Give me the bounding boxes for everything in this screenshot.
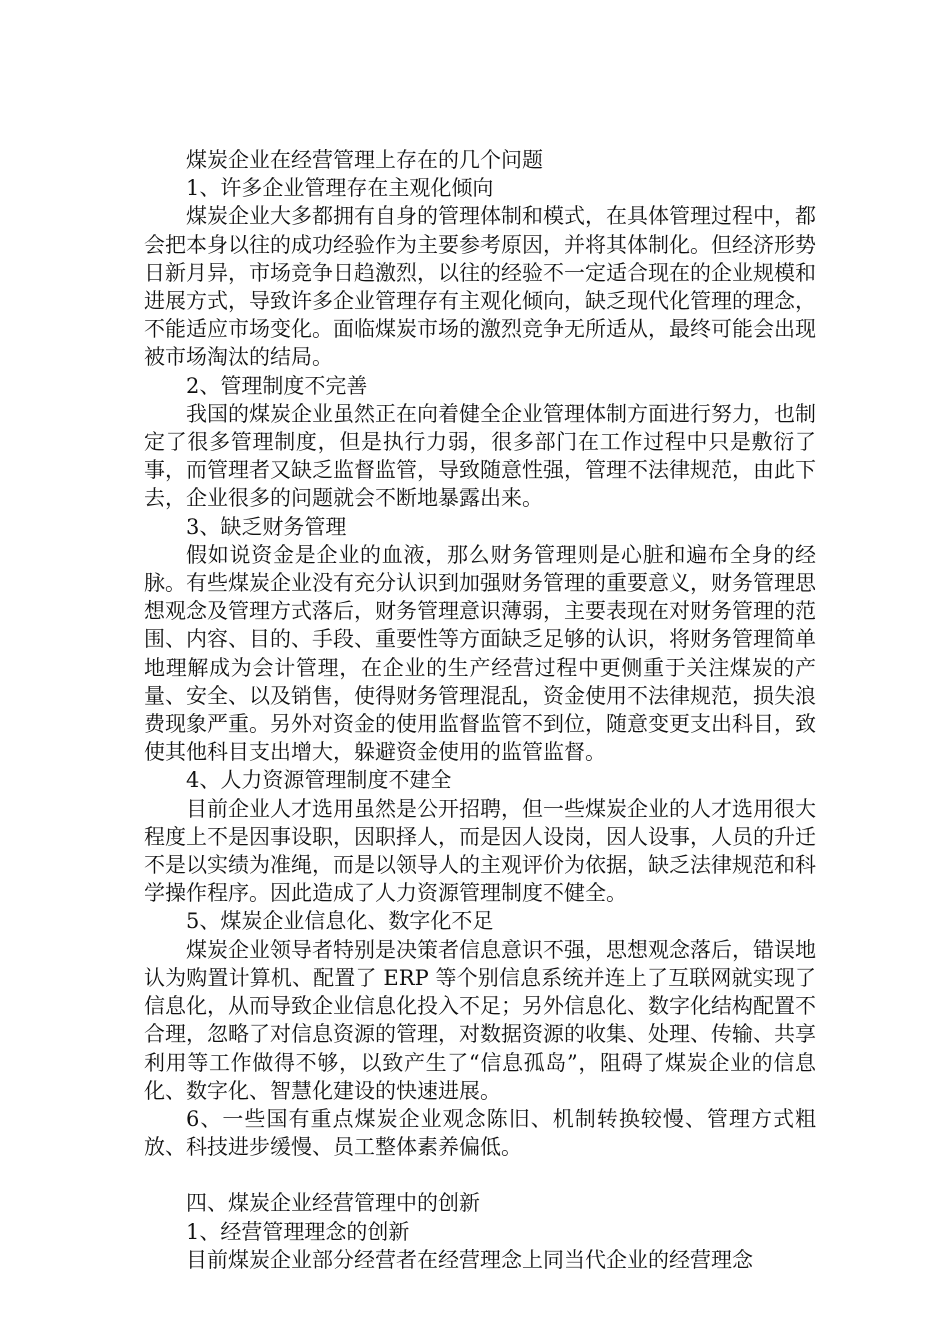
body-paragraph: 假如说资金是企业的血液，那么财务管理则是心脏和遍布全身的经脉。有些煤炭企业没有充分认识到加强财务管理的重要意义，财务管理思想观念及管理方式落后，财务管理意识薄弱，主要表现在对财务管理的范围、内容、目的、手段、重要性等方面缺乏足够的认识，将财务管理简单地理解成为会计管理，在企业的生产经营过程中更侧重于关注煤炭的产量、安全、以及销售，使得财务管理混乱，资金使用不法律规范，损失浪费现象严重。另外对资金的使用监督监管不到位，随意变更支出科目，致使其他科目支出增大，躲避资金使用的监管监督。 [144,542,816,765]
subheading: 1、许多企业管理存在主观化倾向 [186,176,494,201]
subheading: 4、人力资源管理制度不建全 [186,768,452,793]
subheading: 2、管理制度不完善 [186,373,368,398]
body-paragraph: 目前企业人才选用虽然是公开招聘，但一些煤炭企业的人才选用很大程度上不是因事设职，因职择人，而是因人设岗，因人设事，人员的升迁不是以实绩为准绳，而是以领导人的主观评价为依据，缺乏法律规范和科学操作程序。因此造成了人力资源管理制度不健全。 [144,796,816,906]
body-paragraph: 煤炭企业大多都拥有自身的管理体制和模式，在具体管理过程中，都会把本身以往的成功经验作为主要参考原因，并将其体制化。但经济形势日新月异，市场竞争日趋激烈，以往的经验不一定适合现在的企业规模和进展方式，导致许多企业管理存有主观化倾向，缺乏现代化管理的理念，不能适应市场变化。面临煤炭市场的激烈竞争无所适从，最终可能会出现被市场淘汰的结局。 [144,204,816,370]
document-body [144,146,816,1274]
subheading: 3、缺乏财务管理 [186,514,347,539]
body-paragraph: 我国的煤炭企业虽然正在向着健全企业管理体制方面进行努力，也制定了很多管理制度，但是执行力弱，很多部门在工作过程中只是敷衍了事，而管理者又缺乏监督监管，导致随意性强，管理不法律规范，由此下去，企业很多的问题就会不断地暴露出来。 [144,401,816,511]
body-paragraph: 目前煤炭企业部分经营者在经营理念上同当代企业的经营理念 [186,1247,753,1272]
body-paragraph: 6、一些国有重点煤炭企业观念陈旧、机制转换较慢、管理方式粗放、科技进步缓慢、员工整体素养偏低。 [144,1106,816,1160]
section-heading: 煤炭企业在经营管理上存在的几个问题 [186,148,543,172]
subheading: 1、经营管理理念的创新 [186,1219,410,1244]
subheading: 5、煤炭企业信息化、数字化不足 [186,909,494,934]
body-paragraph: 煤炭企业领导者特别是决策者信息意识不强，思想观念落后，错误地认为购置计算机、配置了 ERP 等个别信息系统并连上了互联网就实现了信息化，从而导致企业信息化投入不足；另外信息化、数字化结构配置不合理，忽略了对信息资源的管理，对数据资源的收集、处理、传输、共享利用等工作做得不够，以致产生了“信息孤岛”，阻碍了煤炭企业的信息化、数字化、智慧化建设的快速进展。 [144,937,816,1103]
section-heading: 四、煤炭企业经营管理中的创新 [186,1191,480,1216]
